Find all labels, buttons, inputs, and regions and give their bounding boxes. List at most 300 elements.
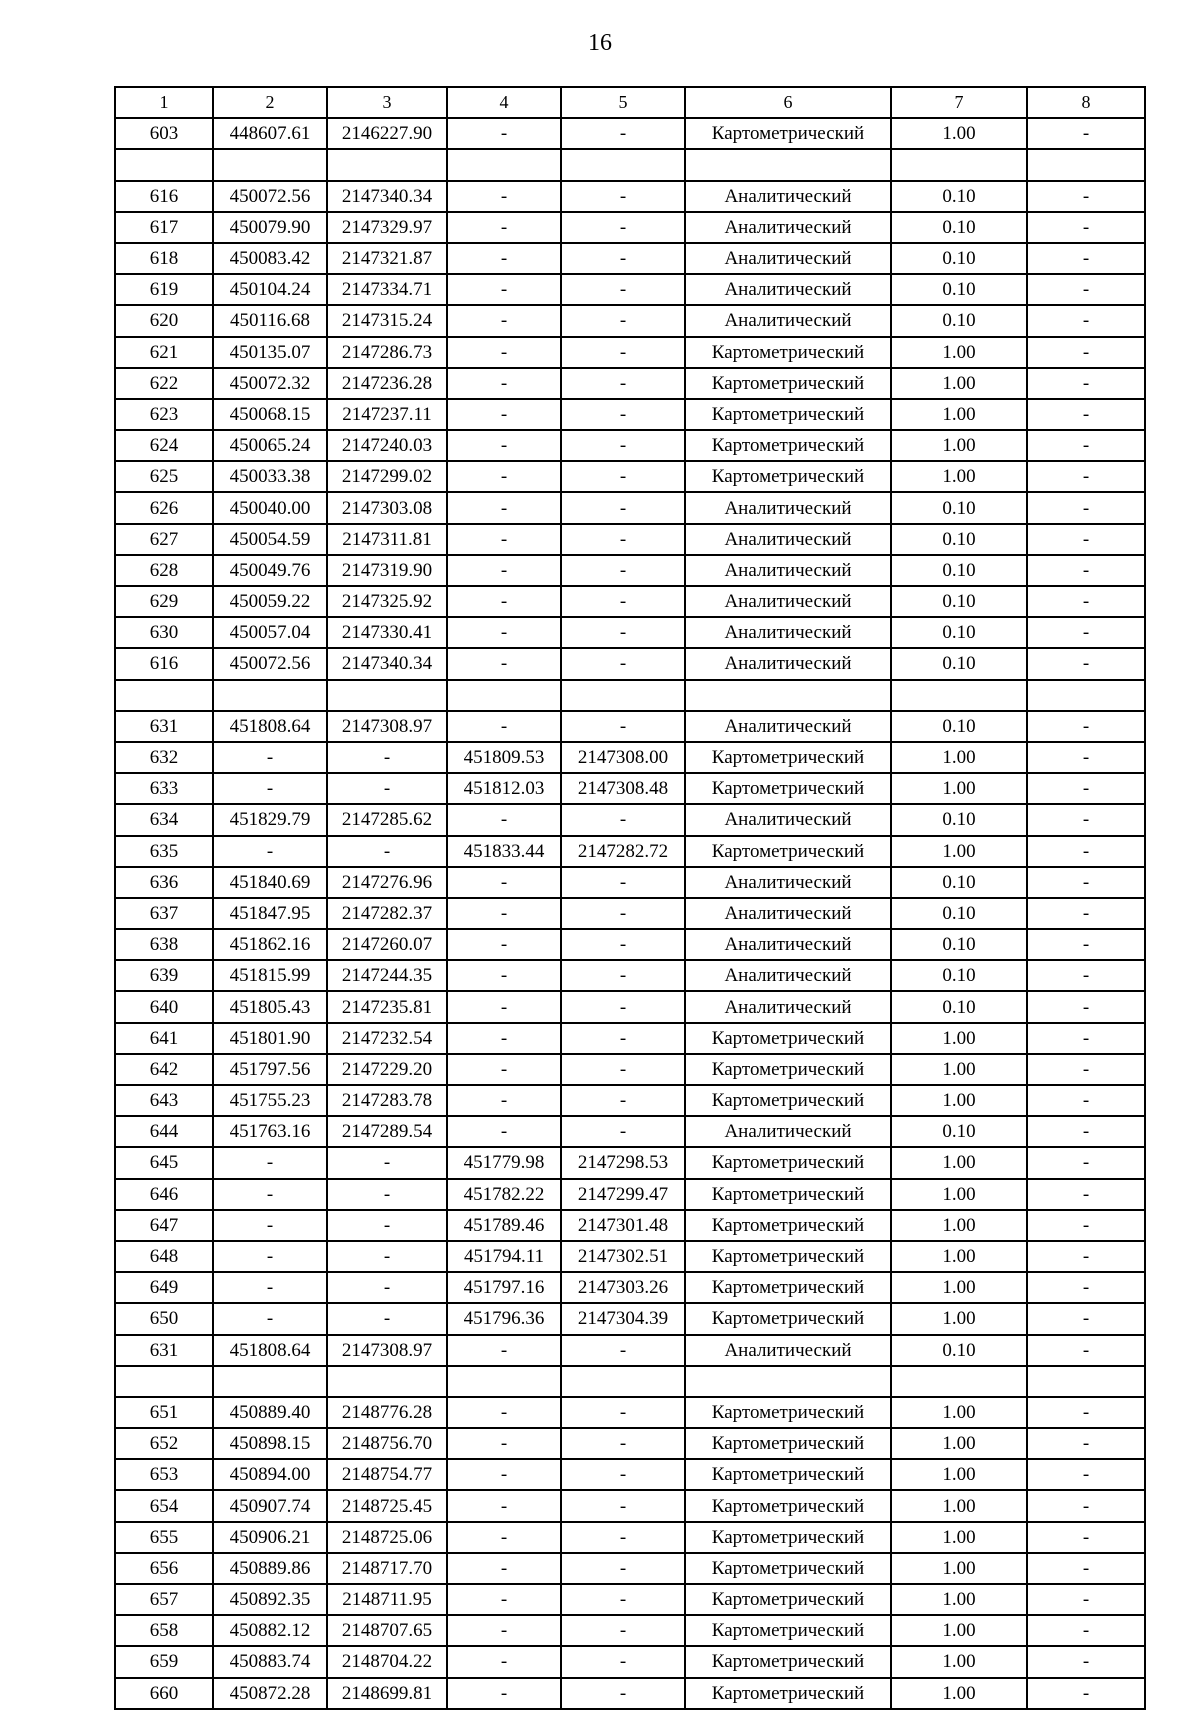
x-coordinate-cell: 450898.15 xyxy=(213,1428,327,1459)
y-coordinate-cell: 2148776.28 xyxy=(327,1397,447,1428)
point-number-cell: 640 xyxy=(115,991,213,1022)
x-alt-coordinate-cell: - xyxy=(447,711,561,742)
accuracy-cell: 1.00 xyxy=(891,1646,1027,1677)
accuracy-cell: 1.00 xyxy=(891,1522,1027,1553)
y-coordinate-cell: 2147299.02 xyxy=(327,461,447,492)
y-alt-coordinate-cell: - xyxy=(561,368,685,399)
note-cell: - xyxy=(1027,492,1145,523)
note-cell: - xyxy=(1027,742,1145,773)
note-cell: - xyxy=(1027,524,1145,555)
x-alt-coordinate-cell: - xyxy=(447,492,561,523)
x-alt-coordinate-cell: - xyxy=(447,524,561,555)
accuracy-cell: 1.00 xyxy=(891,1241,1027,1272)
x-alt-coordinate-cell: - xyxy=(447,368,561,399)
x-coordinate-cell: 451840.69 xyxy=(213,867,327,898)
y-alt-coordinate-cell: - xyxy=(561,305,685,336)
x-coordinate-cell: 450072.32 xyxy=(213,368,327,399)
note-cell: - xyxy=(1027,929,1145,960)
y-coordinate-cell: 2147289.54 xyxy=(327,1116,447,1147)
y-coordinate-cell: 2147260.07 xyxy=(327,929,447,960)
x-coordinate-cell: 450894.00 xyxy=(213,1459,327,1490)
x-coordinate-cell: 450079.90 xyxy=(213,212,327,243)
x-alt-coordinate-cell: - xyxy=(447,305,561,336)
x-alt-coordinate-cell: 451789.46 xyxy=(447,1210,561,1241)
note-cell: - xyxy=(1027,1397,1145,1428)
x-alt-coordinate-cell: 451797.16 xyxy=(447,1272,561,1303)
y-coordinate-cell: 2148725.45 xyxy=(327,1490,447,1521)
table-row xyxy=(115,118,1145,149)
method-cell: Картометрический xyxy=(685,337,891,368)
x-alt-coordinate-cell: - xyxy=(447,399,561,430)
table-body xyxy=(115,118,1145,1709)
y-alt-coordinate-cell: - xyxy=(561,337,685,368)
table-row xyxy=(115,1646,1145,1677)
y-alt-coordinate-cell: - xyxy=(561,991,685,1022)
point-number-cell: 652 xyxy=(115,1428,213,1459)
accuracy-cell: 1.00 xyxy=(891,1272,1027,1303)
table-row xyxy=(115,1147,1145,1178)
accuracy-cell: 1.00 xyxy=(891,1054,1027,1085)
accuracy-cell: 0.10 xyxy=(891,1335,1027,1366)
table-row xyxy=(115,1054,1145,1085)
table-row xyxy=(115,1241,1145,1272)
y-alt-coordinate-cell: - xyxy=(561,960,685,991)
note-cell: - xyxy=(1027,1646,1145,1677)
table-row xyxy=(115,867,1145,898)
table-row xyxy=(115,617,1145,648)
y-alt-coordinate-cell: 2147308.48 xyxy=(561,773,685,804)
y-alt-coordinate-cell: - xyxy=(561,1397,685,1428)
note-cell: - xyxy=(1027,1584,1145,1615)
point-number-cell: 660 xyxy=(115,1678,213,1709)
y-alt-coordinate-cell: - xyxy=(561,1085,685,1116)
method-cell: Аналитический xyxy=(685,1335,891,1366)
accuracy-cell: 0.10 xyxy=(891,804,1027,835)
accuracy-cell: 1.00 xyxy=(891,742,1027,773)
point-number-cell: 624 xyxy=(115,430,213,461)
x-coordinate-cell: 450104.24 xyxy=(213,274,327,305)
point-number-cell: 616 xyxy=(115,648,213,679)
x-coordinate-cell: 450883.74 xyxy=(213,1646,327,1677)
y-alt-coordinate-cell: - xyxy=(561,1335,685,1366)
accuracy-cell: 1.00 xyxy=(891,1023,1027,1054)
method-cell: Картометрический xyxy=(685,1522,891,1553)
x-coordinate-cell: 450135.07 xyxy=(213,337,327,368)
x-coordinate-cell: 451847.95 xyxy=(213,898,327,929)
x-alt-coordinate-cell: - xyxy=(447,118,561,149)
method-cell: Картометрический xyxy=(685,1241,891,1272)
table-header-row xyxy=(115,87,1145,118)
point-number-cell: 621 xyxy=(115,337,213,368)
accuracy-cell: 1.00 xyxy=(891,773,1027,804)
x-coordinate-cell: 451763.16 xyxy=(213,1116,327,1147)
x-alt-coordinate-cell xyxy=(447,1366,561,1397)
accuracy-cell: 1.00 xyxy=(891,118,1027,149)
method-cell: Аналитический xyxy=(685,804,891,835)
accuracy-cell: 0.10 xyxy=(891,711,1027,742)
y-alt-coordinate-cell: - xyxy=(561,1490,685,1521)
table-row xyxy=(115,1303,1145,1334)
x-alt-coordinate-cell: 451809.53 xyxy=(447,742,561,773)
point-number-cell: 645 xyxy=(115,1147,213,1178)
point-number-cell: 622 xyxy=(115,368,213,399)
x-alt-coordinate-cell: - xyxy=(447,1522,561,1553)
note-cell: - xyxy=(1027,1241,1145,1272)
y-coordinate-cell: 2147329.97 xyxy=(327,212,447,243)
point-number-cell xyxy=(115,1366,213,1397)
column-header: 7 xyxy=(891,87,1027,118)
point-number-cell: 641 xyxy=(115,1023,213,1054)
x-alt-coordinate-cell: - xyxy=(447,430,561,461)
accuracy-cell: 0.10 xyxy=(891,305,1027,336)
y-alt-coordinate-cell: - xyxy=(561,1459,685,1490)
method-cell: Картометрический xyxy=(685,1272,891,1303)
x-coordinate-cell: 451805.43 xyxy=(213,991,327,1022)
y-coordinate-cell: 2148711.95 xyxy=(327,1584,447,1615)
x-alt-coordinate-cell: - xyxy=(447,1085,561,1116)
y-coordinate-cell: 2147286.73 xyxy=(327,337,447,368)
note-cell: - xyxy=(1027,399,1145,430)
column-header: 4 xyxy=(447,87,561,118)
accuracy-cell: 1.00 xyxy=(891,1553,1027,1584)
point-number-cell: 637 xyxy=(115,898,213,929)
y-coordinate-cell: 2147325.92 xyxy=(327,586,447,617)
y-alt-coordinate-cell: 2147298.53 xyxy=(561,1147,685,1178)
y-alt-coordinate-cell: - xyxy=(561,1615,685,1646)
method-cell: Картометрический xyxy=(685,1615,891,1646)
y-coordinate-cell: 2148717.70 xyxy=(327,1553,447,1584)
table-row xyxy=(115,461,1145,492)
method-cell: Картометрический xyxy=(685,1584,891,1615)
x-alt-coordinate-cell: - xyxy=(447,1678,561,1709)
x-coordinate-cell: 450068.15 xyxy=(213,399,327,430)
y-alt-coordinate-cell: - xyxy=(561,1054,685,1085)
method-cell: Аналитический xyxy=(685,212,891,243)
method-cell: Картометрический xyxy=(685,1678,891,1709)
point-number-cell: 603 xyxy=(115,118,213,149)
note-cell: - xyxy=(1027,274,1145,305)
y-alt-coordinate-cell: - xyxy=(561,1116,685,1147)
method-cell: Картометрический xyxy=(685,368,891,399)
x-alt-coordinate-cell: - xyxy=(447,1397,561,1428)
table-row xyxy=(115,1615,1145,1646)
note-cell: - xyxy=(1027,555,1145,586)
y-alt-coordinate-cell: - xyxy=(561,648,685,679)
note-cell: - xyxy=(1027,1179,1145,1210)
column-header: 2 xyxy=(213,87,327,118)
y-coordinate-cell: 2147244.35 xyxy=(327,960,447,991)
point-number-cell xyxy=(115,149,213,180)
method-cell xyxy=(685,1366,891,1397)
y-alt-coordinate-cell: 2147308.00 xyxy=(561,742,685,773)
method-cell: Аналитический xyxy=(685,305,891,336)
y-alt-coordinate-cell: - xyxy=(561,1522,685,1553)
method-cell: Аналитический xyxy=(685,867,891,898)
x-alt-coordinate-cell: - xyxy=(447,1553,561,1584)
y-coordinate-cell: 2147232.54 xyxy=(327,1023,447,1054)
x-coordinate-cell: 450116.68 xyxy=(213,305,327,336)
method-cell: Аналитический xyxy=(685,960,891,991)
y-coordinate-cell: - xyxy=(327,1272,447,1303)
point-number-cell: 647 xyxy=(115,1210,213,1241)
y-coordinate-cell: 2147276.96 xyxy=(327,867,447,898)
x-coordinate-cell: 450059.22 xyxy=(213,586,327,617)
point-number-cell: 654 xyxy=(115,1490,213,1521)
y-alt-coordinate-cell: 2147301.48 xyxy=(561,1210,685,1241)
x-coordinate-cell: 450072.56 xyxy=(213,181,327,212)
table-row xyxy=(115,960,1145,991)
note-cell: - xyxy=(1027,991,1145,1022)
note-cell: - xyxy=(1027,181,1145,212)
x-alt-coordinate-cell: - xyxy=(447,1490,561,1521)
x-alt-coordinate-cell: - xyxy=(447,337,561,368)
x-coordinate-cell xyxy=(213,680,327,711)
point-number-cell: 631 xyxy=(115,711,213,742)
table-row xyxy=(115,1678,1145,1709)
table-row xyxy=(115,898,1145,929)
table-row xyxy=(115,492,1145,523)
column-header: 8 xyxy=(1027,87,1145,118)
x-alt-coordinate-cell: 451794.11 xyxy=(447,1241,561,1272)
note-cell: - xyxy=(1027,1054,1145,1085)
y-alt-coordinate-cell: 2147302.51 xyxy=(561,1241,685,1272)
method-cell: Картометрический xyxy=(685,1179,891,1210)
x-coordinate-cell: 451815.99 xyxy=(213,960,327,991)
method-cell: Картометрический xyxy=(685,430,891,461)
point-number-cell: 630 xyxy=(115,617,213,648)
y-alt-coordinate-cell: 2147303.26 xyxy=(561,1272,685,1303)
point-number-cell: 655 xyxy=(115,1522,213,1553)
point-number-cell: 616 xyxy=(115,181,213,212)
x-coordinate-cell: 450057.04 xyxy=(213,617,327,648)
y-alt-coordinate-cell: - xyxy=(561,1023,685,1054)
y-coordinate-cell: - xyxy=(327,1210,447,1241)
point-number-cell: 642 xyxy=(115,1054,213,1085)
y-coordinate-cell: 2147237.11 xyxy=(327,399,447,430)
method-cell: Картометрический xyxy=(685,399,891,430)
y-coordinate-cell: - xyxy=(327,1303,447,1334)
accuracy-cell: 1.00 xyxy=(891,337,1027,368)
point-number-cell: 659 xyxy=(115,1646,213,1677)
x-coordinate-cell: 450889.40 xyxy=(213,1397,327,1428)
table-row xyxy=(115,1179,1145,1210)
y-alt-coordinate-cell: - xyxy=(561,492,685,523)
point-number-cell: 629 xyxy=(115,586,213,617)
point-number-cell: 618 xyxy=(115,243,213,274)
x-coordinate-cell xyxy=(213,149,327,180)
x-coordinate-cell: 450049.76 xyxy=(213,555,327,586)
note-cell: - xyxy=(1027,337,1145,368)
x-coordinate-cell: 450872.28 xyxy=(213,1678,327,1709)
accuracy-cell: 0.10 xyxy=(891,898,1027,929)
y-coordinate-cell: - xyxy=(327,773,447,804)
note-cell: - xyxy=(1027,1147,1145,1178)
x-alt-coordinate-cell: - xyxy=(447,867,561,898)
x-alt-coordinate-cell: - xyxy=(447,929,561,960)
y-coordinate-cell: 2147308.97 xyxy=(327,1335,447,1366)
note-cell: - xyxy=(1027,461,1145,492)
point-number-cell: 620 xyxy=(115,305,213,336)
note-cell: - xyxy=(1027,1272,1145,1303)
accuracy-cell: 1.00 xyxy=(891,1459,1027,1490)
table-row xyxy=(115,1210,1145,1241)
x-coordinate-cell: 451808.64 xyxy=(213,711,327,742)
accuracy-cell: 0.10 xyxy=(891,274,1027,305)
x-alt-coordinate-cell: 451779.98 xyxy=(447,1147,561,1178)
method-cell: Аналитический xyxy=(685,991,891,1022)
accuracy-cell: 1.00 xyxy=(891,399,1027,430)
column-header: 1 xyxy=(115,87,213,118)
accuracy-cell: 0.10 xyxy=(891,867,1027,898)
table-row xyxy=(115,368,1145,399)
y-coordinate-cell xyxy=(327,1366,447,1397)
note-cell xyxy=(1027,1366,1145,1397)
note-cell: - xyxy=(1027,586,1145,617)
x-alt-coordinate-cell: - xyxy=(447,1023,561,1054)
x-coordinate-cell: 450083.42 xyxy=(213,243,327,274)
coordinates-table xyxy=(114,86,1146,1710)
accuracy-cell: 0.10 xyxy=(891,648,1027,679)
x-coordinate-cell: 450889.86 xyxy=(213,1553,327,1584)
point-number-cell: 631 xyxy=(115,1335,213,1366)
x-alt-coordinate-cell: - xyxy=(447,648,561,679)
y-alt-coordinate-cell: - xyxy=(561,711,685,742)
y-alt-coordinate-cell: - xyxy=(561,524,685,555)
point-number-cell: 635 xyxy=(115,836,213,867)
y-alt-coordinate-cell: - xyxy=(561,929,685,960)
method-cell: Картометрический xyxy=(685,1459,891,1490)
x-alt-coordinate-cell: - xyxy=(447,1615,561,1646)
x-alt-coordinate-cell: - xyxy=(447,804,561,835)
point-number-cell: 644 xyxy=(115,1116,213,1147)
table-row xyxy=(115,1553,1145,1584)
x-coordinate-cell xyxy=(213,1366,327,1397)
note-cell: - xyxy=(1027,1303,1145,1334)
y-coordinate-cell: 2147283.78 xyxy=(327,1085,447,1116)
method-cell: Картометрический xyxy=(685,1023,891,1054)
y-alt-coordinate-cell xyxy=(561,680,685,711)
note-cell: - xyxy=(1027,617,1145,648)
accuracy-cell: 1.00 xyxy=(891,461,1027,492)
x-coordinate-cell: 451801.90 xyxy=(213,1023,327,1054)
point-number-cell: 649 xyxy=(115,1272,213,1303)
x-alt-coordinate-cell: - xyxy=(447,212,561,243)
y-alt-coordinate-cell: - xyxy=(561,1553,685,1584)
point-number-cell: 634 xyxy=(115,804,213,835)
x-coordinate-cell: 451755.23 xyxy=(213,1085,327,1116)
y-coordinate-cell: 2147311.81 xyxy=(327,524,447,555)
x-alt-coordinate-cell: - xyxy=(447,586,561,617)
x-alt-coordinate-cell: - xyxy=(447,1054,561,1085)
x-coordinate-cell: - xyxy=(213,1147,327,1178)
x-coordinate-cell: 451862.16 xyxy=(213,929,327,960)
y-coordinate-cell: 2147236.28 xyxy=(327,368,447,399)
x-alt-coordinate-cell: - xyxy=(447,1335,561,1366)
method-cell: Картометрический xyxy=(685,1210,891,1241)
accuracy-cell: 0.10 xyxy=(891,929,1027,960)
x-coordinate-cell: 450906.21 xyxy=(213,1522,327,1553)
point-number-cell: 639 xyxy=(115,960,213,991)
note-cell: - xyxy=(1027,118,1145,149)
point-number-cell: 619 xyxy=(115,274,213,305)
method-cell: Аналитический xyxy=(685,929,891,960)
point-number-cell: 625 xyxy=(115,461,213,492)
table-row xyxy=(115,1335,1145,1366)
x-alt-coordinate-cell: - xyxy=(447,1428,561,1459)
y-alt-coordinate-cell: - xyxy=(561,181,685,212)
x-coordinate-cell: - xyxy=(213,1272,327,1303)
accuracy-cell: 1.00 xyxy=(891,836,1027,867)
point-number-cell: 627 xyxy=(115,524,213,555)
y-alt-coordinate-cell: - xyxy=(561,399,685,430)
point-number-cell: 623 xyxy=(115,399,213,430)
table-row xyxy=(115,555,1145,586)
y-alt-coordinate-cell: - xyxy=(561,212,685,243)
table-row xyxy=(115,274,1145,305)
note-cell: - xyxy=(1027,1116,1145,1147)
x-coordinate-cell: 450892.35 xyxy=(213,1584,327,1615)
x-alt-coordinate-cell: - xyxy=(447,1646,561,1677)
y-coordinate-cell: 2148756.70 xyxy=(327,1428,447,1459)
x-coordinate-cell: - xyxy=(213,1303,327,1334)
x-alt-coordinate-cell: - xyxy=(447,1584,561,1615)
y-coordinate-cell: - xyxy=(327,742,447,773)
table-row xyxy=(115,742,1145,773)
method-cell: Аналитический xyxy=(685,586,891,617)
x-alt-coordinate-cell: 451833.44 xyxy=(447,836,561,867)
note-cell: - xyxy=(1027,960,1145,991)
note-cell: - xyxy=(1027,1085,1145,1116)
y-alt-coordinate-cell: - xyxy=(561,1678,685,1709)
y-coordinate-cell: 2148704.22 xyxy=(327,1646,447,1677)
x-coordinate-cell: 450040.00 xyxy=(213,492,327,523)
x-alt-coordinate-cell: - xyxy=(447,1116,561,1147)
y-coordinate-cell: 2147340.34 xyxy=(327,648,447,679)
method-cell xyxy=(685,149,891,180)
y-coordinate-cell: 2147308.97 xyxy=(327,711,447,742)
accuracy-cell: 1.00 xyxy=(891,430,1027,461)
table-row xyxy=(115,1116,1145,1147)
y-coordinate-cell xyxy=(327,149,447,180)
table-row xyxy=(115,212,1145,243)
x-alt-coordinate-cell: - xyxy=(447,1459,561,1490)
note-cell: - xyxy=(1027,804,1145,835)
table-row xyxy=(115,711,1145,742)
accuracy-cell: 0.10 xyxy=(891,586,1027,617)
y-alt-coordinate-cell: - xyxy=(561,1428,685,1459)
y-alt-coordinate-cell: 2147304.39 xyxy=(561,1303,685,1334)
accuracy-cell: 1.00 xyxy=(891,368,1027,399)
y-alt-coordinate-cell: - xyxy=(561,898,685,929)
y-coordinate-cell: 2147229.20 xyxy=(327,1054,447,1085)
table-row xyxy=(115,1522,1145,1553)
point-number-cell: 651 xyxy=(115,1397,213,1428)
accuracy-cell: 1.00 xyxy=(891,1303,1027,1334)
method-cell: Аналитический xyxy=(685,617,891,648)
y-alt-coordinate-cell: - xyxy=(561,617,685,648)
table-row xyxy=(115,524,1145,555)
x-coordinate-cell: - xyxy=(213,836,327,867)
point-number-cell: 636 xyxy=(115,867,213,898)
column-header: 3 xyxy=(327,87,447,118)
method-cell: Картометрический xyxy=(685,461,891,492)
x-coordinate-cell: 448607.61 xyxy=(213,118,327,149)
note-cell: - xyxy=(1027,1553,1145,1584)
method-cell: Аналитический xyxy=(685,181,891,212)
y-coordinate-cell: - xyxy=(327,1179,447,1210)
y-alt-coordinate-cell: - xyxy=(561,118,685,149)
table-row xyxy=(115,243,1145,274)
